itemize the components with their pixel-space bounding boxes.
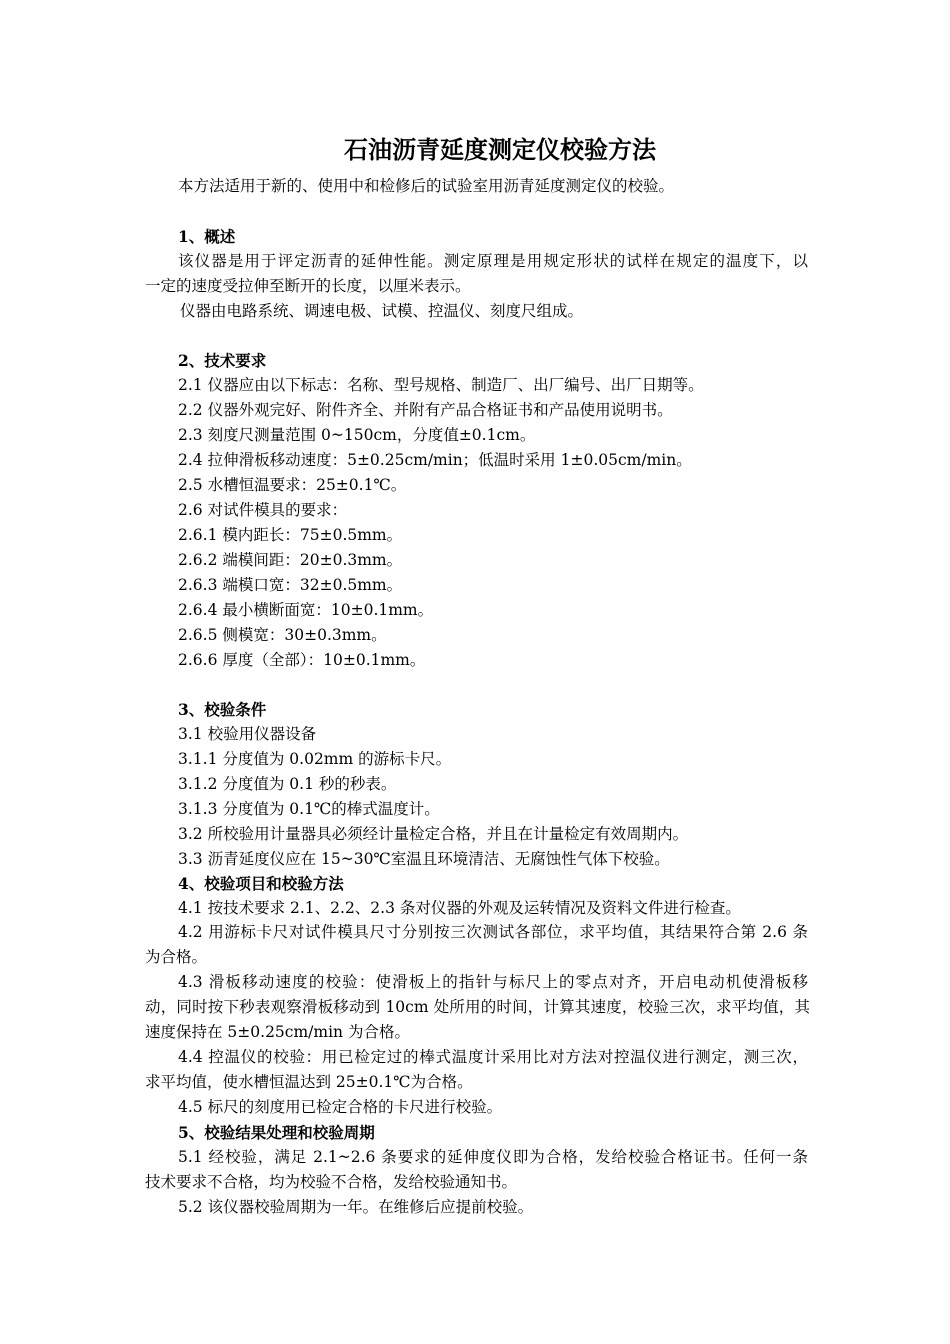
list-item: 3.1 校验用仪器设备 [178,725,317,743]
paragraph-line: 为合格。 [145,948,208,966]
paragraph-line: 5.1 经校验，满足 2.1~2.6 条要求的延伸度仪即为合格，发给校验合格证书。任何一条 [178,1148,808,1166]
section-heading-5: 5、校验结果处理和校验周期 [178,1123,375,1142]
list-item: 2.6.2 端模间距：20±0.3mm。 [178,551,403,569]
paragraph-line: 一定的速度受拉伸至断开的长度，以厘米表示。 [145,277,471,295]
list-item: 2.4 拉伸滑板移动速度：5±0.25cm/min；低温时采用 1±0.05cm/min。 [178,451,692,469]
list-item: 3.3 沥青延度仪应在 15~30℃室温且环境清洁、无腐蚀性气体下校验。 [178,850,670,868]
paragraph-line: 仪器由电路系统、调速电极、试模、控温仪、刻度尺组成。 [180,302,584,320]
paragraph-line: 动，同时按下秒表观察滑板移动到 10cm 处所用的时间，计算其速度，校验三次，求平均值，其 [145,998,810,1016]
paragraph-line: 4.1 按技术要求 2.1、2.2、2.3 条对仪器的外观及运转情况及资料文件进行检查。 [178,899,741,917]
section-heading-4: 4、校验项目和校验方法 [178,874,344,893]
list-item: 2.6.3 端模口宽：32±0.5mm。 [178,576,403,594]
list-item: 2.6.4 最小横断面宽：10±0.1mm。 [178,601,434,619]
intro-paragraph: 本方法适用于新的、使用中和检修后的试验室用沥青延度测定仪的校验。 [178,177,675,195]
paragraph-line: 4.2 用游标卡尺对试件模具尺寸分别按三次测试各部位，求平均值，其结果符合第 2.6 条 [178,923,808,941]
list-item: 2.3 刻度尺测量范围 0~150cm，分度值±0.1cm。 [178,426,536,444]
paragraph-line: 4.3 滑板移动速度的校验：使滑板上的指针与标尺上的零点对齐，开启电动机使滑板移 [178,973,808,991]
paragraph-line: 5.2 该仪器校验周期为一年。在维修后应提前校验。 [178,1198,534,1216]
section-heading-1: 1、概述 [178,227,236,246]
list-item: 3.2 所校验用计量器具必须经计量检定合格，并且在计量检定有效周期内。 [178,825,689,843]
paragraph-line: 速度保持在 5±0.25cm/min 为合格。 [145,1023,410,1041]
paragraph-line: 4.4 控温仪的校验：用已检定过的棒式温度计采用比对方法对控温仪进行测定，测三次， [178,1048,808,1066]
section-heading-3: 3、校验条件 [178,700,267,719]
list-item: 2.6.1 模内距长：75±0.5mm。 [178,526,403,544]
list-item: 3.1.1 分度值为 0.02mm 的游标卡尺。 [178,750,452,768]
list-item: 2.6.6 厚度（全部）：10±0.1mm。 [178,651,426,669]
list-item: 2.6.5 侧模宽：30±0.3mm。 [178,626,387,644]
list-item: 2.1 仪器应由以下标志：名称、型号规格、制造厂、出厂编号、出厂日期等。 [178,376,704,394]
list-item: 2.5 水槽恒温要求：25±0.1℃。 [178,476,407,494]
document-title: 石油沥青延度测定仪校验方法 [344,135,656,164]
paragraph-line: 该仪器是用于评定沥青的延伸性能。测定原理是用规定形状的试样在规定的温度下，以 [178,252,808,270]
list-item: 2.2 仪器外观完好、附件齐全、并附有产品合格证书和产品使用说明书。 [178,401,673,419]
paragraph-line: 4.5 标尺的刻度用已检定合格的卡尺进行校验。 [178,1098,503,1116]
list-item: 3.1.3 分度值为 0.1℃的棒式温度计。 [178,800,440,818]
paragraph-line: 求平均值，使水槽恒温达到 25±0.1℃为合格。 [145,1073,473,1091]
paragraph-line: 技术要求不合格，均为校验不合格，发给校验通知书。 [145,1173,518,1191]
section-heading-2: 2、技术要求 [178,351,267,370]
list-item: 2.6 对试件模具的要求： [178,501,348,519]
list-item: 3.1.2 分度值为 0.1 秒的秒表。 [178,775,397,793]
